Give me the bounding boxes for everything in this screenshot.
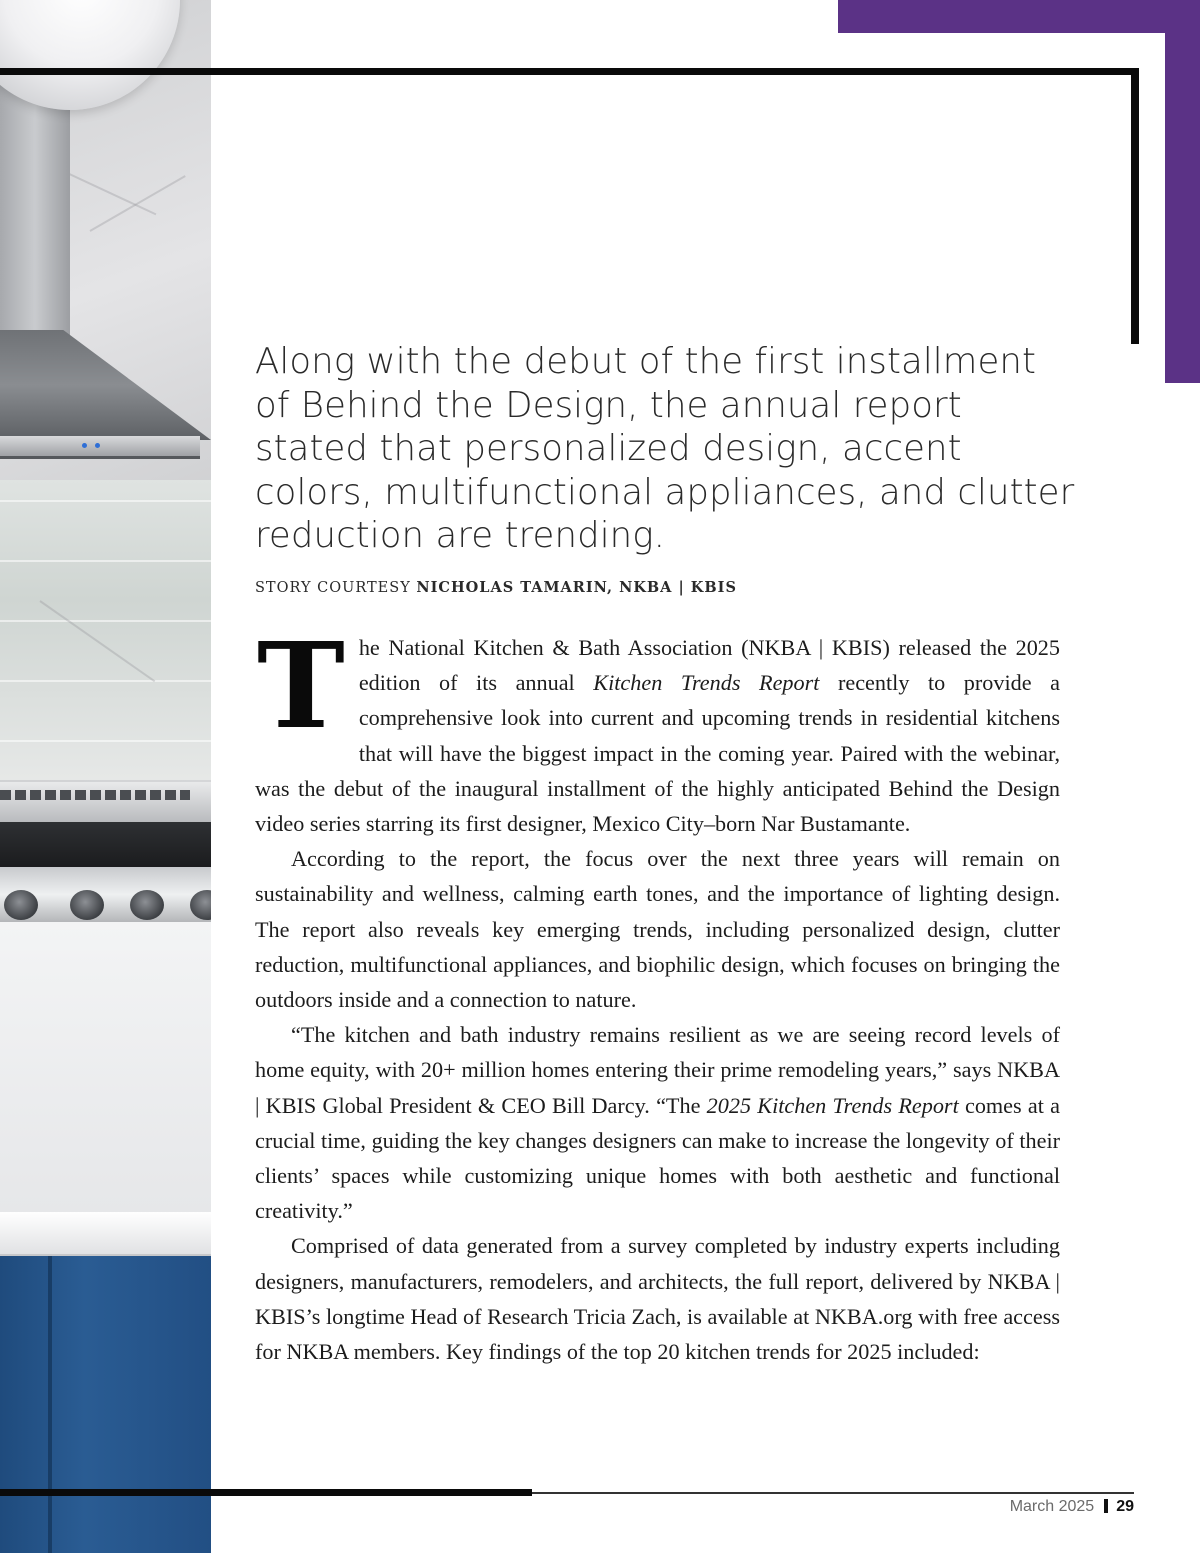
paragraph-1: The National Kitchen & Bath Association (NKBA | KBIS) released the 2025 edition of its annual Kitchen Trends Report recently to provide a comprehensive look into current and upcoming trends in residential kitchens that will have the biggest impact in the coming year. Paired with the webinar, was the debut of the inaugural installment of the highly anticipated Behind the Design video series starring its first designer, Mexico City–born Nar Bustamante. [255,616,1060,837]
byline-prefix: STORY COURTESY [255,580,417,596]
article-body [255,616,1060,1369]
footer-rule-thick [0,1489,532,1496]
page-folio [1010,1498,1134,1516]
report-title: 2025 Kitchen Trends Report [706,1092,959,1118]
issue-date: March 2025 [1009,1498,1095,1515]
led-indicator-icon [82,443,87,448]
stove-knob-icon [70,890,104,920]
byline-author: NICHOLAS TAMARIN, NKBA | KBIS [416,579,737,596]
purple-accent-bar-side [1165,0,1200,383]
range-hood-panel [0,436,200,459]
footer-rule-thin [532,1492,1134,1494]
marble-backsplash [0,480,211,780]
range-hood [0,330,211,440]
stove-knob-icon [130,890,164,920]
pendant-lamp [0,0,180,110]
report-title: Kitchen Trends Report [593,670,820,696]
led-indicator-icon [95,443,100,448]
folio-divider [1104,1499,1108,1513]
countertop-edge [0,1212,211,1256]
page-number: 29 [1116,1498,1134,1515]
paragraph-2: According to the report, the focus over the next three years will remain on sustainability and wellness, calming earth tones, and the importance of lighting design. The report also reveals key emerging trends, including personalized design, clutter reduction, multifunctional appliances, and biophilic design, which focuses on bringing the outdoors inside and a connection to nature. [255,846,1060,1013]
blue-cabinet [0,1256,211,1553]
countertop [0,922,211,1212]
range-backguard [0,782,211,822]
drop-cap: T [257,616,345,755]
range-vents [0,790,190,800]
frame-rule-top [0,68,1139,75]
kitchen-photo [0,0,211,1553]
purple-accent-bar-top [838,0,1200,33]
burner-grate [0,822,211,867]
paragraph-4: Comprised of data generated from a survey completed by industry experts including designers, manufacturers, remodelers, and architects, the full report, delivered by NKBA | KBIS’s longtime Head of Research Tricia Zach, is available at NKBA.org with free access for NKBA members. Key findings of the top 20 kitchen trends for 2025 included: [255,1233,1060,1365]
frame-rule-side [1131,68,1139,344]
cabinet-seam [48,1256,52,1553]
headline: Along with the debut of the first installment of Behind the Design, the annual report stated that personalized design, accent colors, multifunctional appliances, and clutter reduction are trending. [255,341,1075,556]
stove-knob-icon [4,890,38,920]
paragraph-3: “The kitchen and bath industry remains resilient as we are seeing record levels of home equity, with 20+ million homes entering their prime remodeling years,” says NKBA | KBIS Global President & CEO Bill Darcy. “The 2025 Kitchen Trends Report comes at a crucial time, guiding the key changes designers can make to increase the longevity of their clients’ spaces while customizing unique homes with both aesthetic and functional creativity.” [255,1022,1060,1224]
byline [255,579,737,596]
